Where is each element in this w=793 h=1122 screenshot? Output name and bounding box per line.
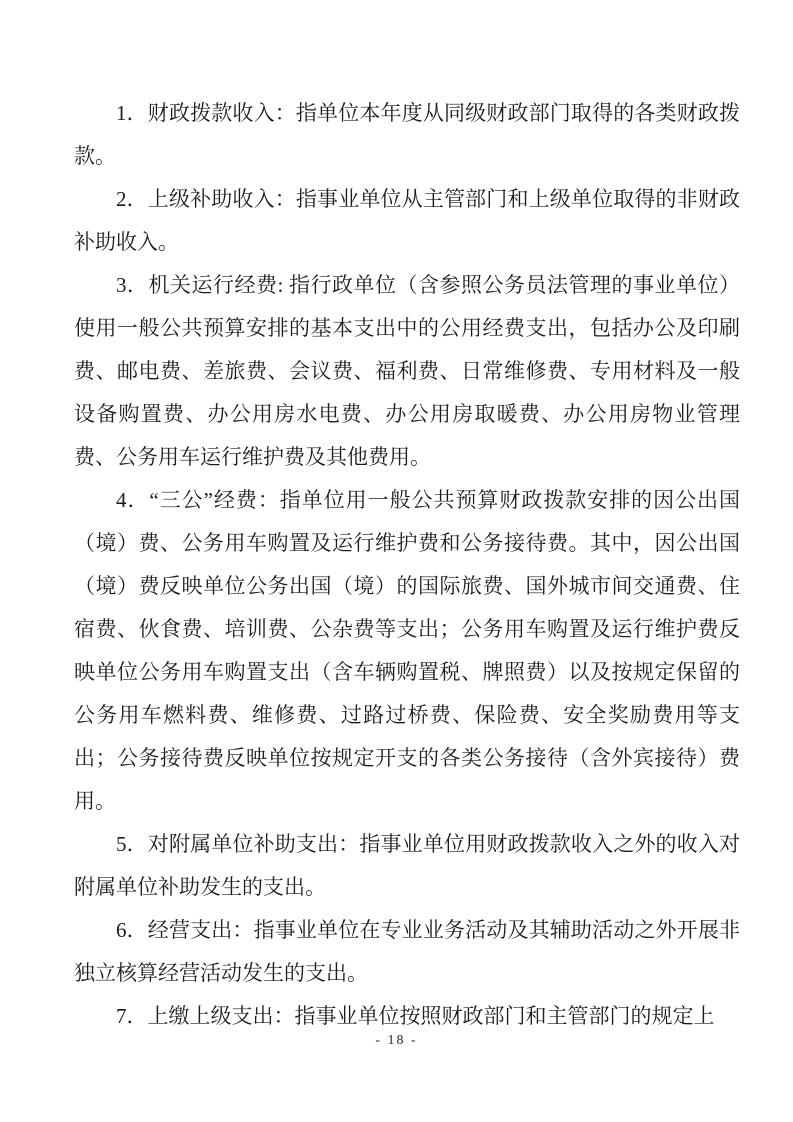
paragraph-operating-expenditure: 6．经营支出：指事业单位在专业业务活动及其辅助活动之外开展非独立核算经营活动发生的支出。 <box>74 918 740 985</box>
paragraph-agency-operating-funds: 3．机关运行经费: 指行政单位（含参照公务员法管理的事业单位）使用一般公共预算安排的基本支出中的公用经费支出，包括办公及印刷费、邮电费、差旅费、会议费、福利费、日常维修费、专用材料及一般设备购置费、办公用房水电费、办公用房取暖费、办公用房物业管理费、公务用车运行维护费及其他费用。 <box>74 273 740 469</box>
paragraph-subsidy-to-affiliated-units: 5．对附属单位补助支出：指事业单位用财政拨款收入之外的收入对附属单位补助发生的支出。 <box>74 832 740 899</box>
paragraph-superior-subsidy-income: 2．上级补助收入：指事业单位从主管部门和上级单位取得的非财政补助收入。 <box>74 187 740 254</box>
paragraph-fiscal-appropriation-income: 1．财政拨款收入：指单位本年度从同级财政部门取得的各类财政拨款。 <box>74 101 740 168</box>
document-body <box>74 92 740 1038</box>
paragraph-three-public-expenses: 4．“三公”经费：指单位用一般公共预算财政拨款安排的因公出国（境）费、公务用车购置及运行维护费和公务接待费。其中，因公出国（境）费反映单位公务出国（境）的国际旅费、国外城市间交通费、住宿费、伙食费、培训费、公杂费等支出；公务用车购置及运行维护费反映单位公务用车购置支出（含车辆购置税、牌照费）以及按规定保留的公务用车燃料费、维修费、过路过桥费、保险费、安全奖励费用等支出；公务接待费反映单位按规定开支的各类公务接待（含外宾接待）费用。 <box>74 488 740 813</box>
paragraph-payment-to-superior: 7．上缴上级支出：指事业单位按照财政部门和主管部门的规定上 <box>116 1004 715 1028</box>
page-number: - 18 - <box>375 1033 418 1048</box>
